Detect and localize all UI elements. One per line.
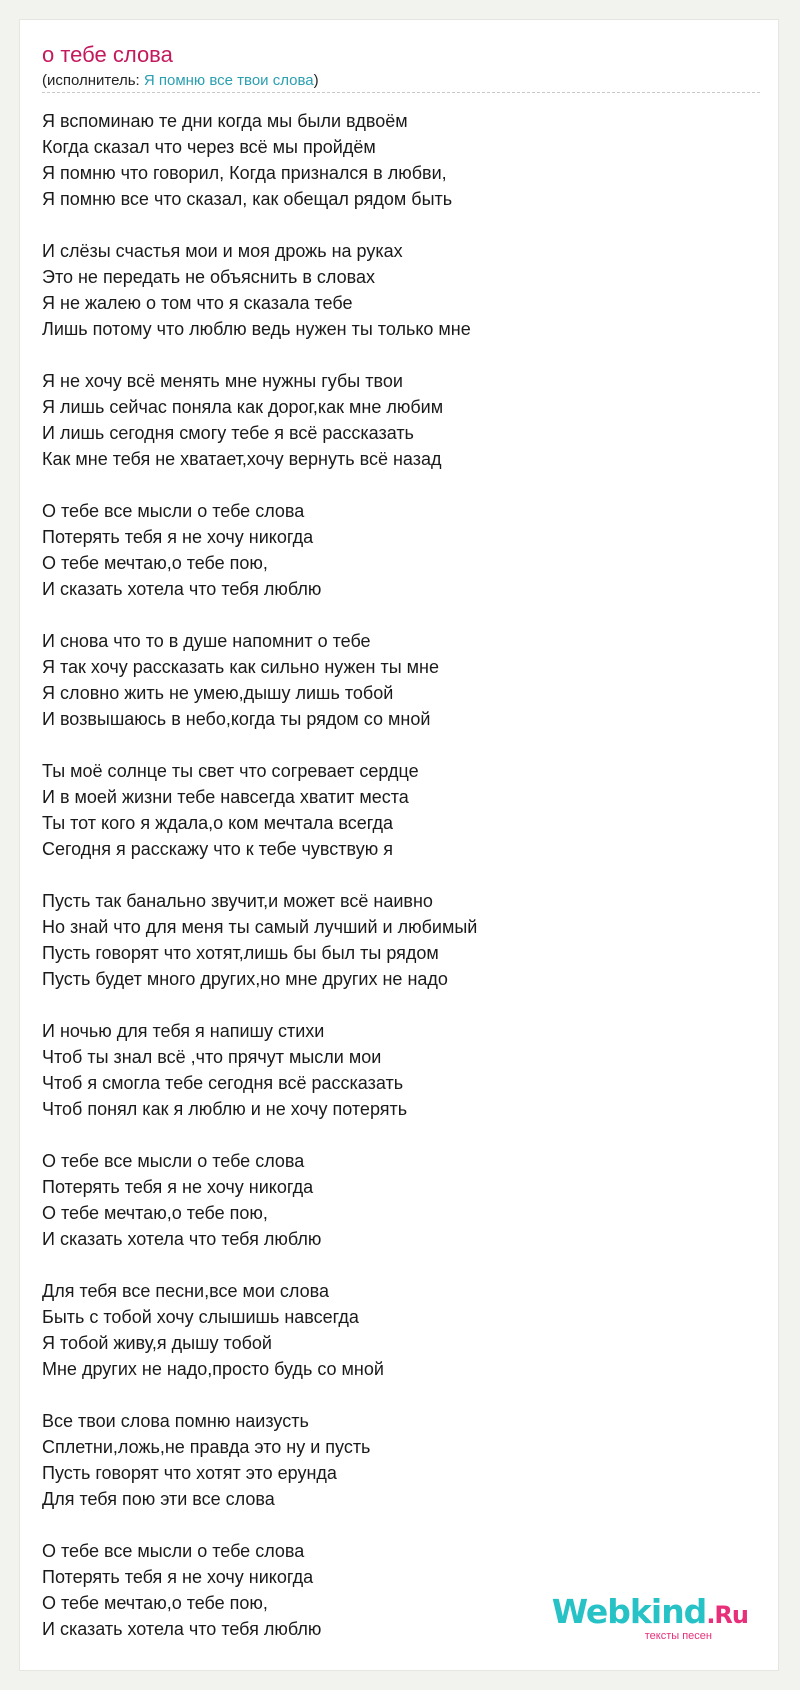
lyric-line: Как мне тебя не хватает,хочу вернуть всё назад	[42, 449, 442, 469]
lyric-stanza	[42, 1148, 762, 1252]
lyric-line: Для тебя все песни,все мои слова	[42, 1281, 329, 1301]
lyric-line: О тебе все мысли о тебе слова	[42, 1541, 305, 1561]
lyric-line: Я словно жить не умею,дышу лишь тобой	[42, 683, 394, 703]
logo-subtitle: тексты песен	[644, 1630, 712, 1642]
lyric-line: Чтоб я смогла тебе сегодня всё рассказать	[42, 1073, 404, 1093]
lyric-line: Мне других не надо,просто будь со мной	[42, 1359, 384, 1379]
lyric-line: И в моей жизни тебе навсегда хватит места	[42, 787, 409, 807]
lyric-line: Чтоб понял как я люблю и не хочу потерять	[42, 1099, 408, 1119]
lyric-stanza	[42, 1278, 762, 1382]
lyric-line: Это не передать не объяснить в словах	[42, 267, 376, 287]
lyric-line: Пусть говорят что хотят это ерунда	[42, 1463, 337, 1483]
lyric-stanza	[42, 108, 762, 212]
lyric-line: О тебе мечтаю,о тебе пою,	[42, 553, 268, 573]
lyric-line: Пусть так банально звучит,и может всё наивно	[42, 891, 433, 911]
lyric-line: Сегодня я расскажу что к тебе чувствую я	[42, 839, 393, 859]
lyric-line: О тебе мечтаю,о тебе пою,	[42, 1203, 268, 1223]
lyric-line: Ты тот кого я ждала,о ком мечтала всегда	[42, 813, 393, 833]
lyric-line: Я лишь сейчас поняла как дорог,как мне любим	[42, 397, 444, 417]
lyric-line: Быть с тобой хочу слышишь навсегда	[42, 1307, 359, 1327]
lyric-line: И сказать хотела что тебя люблю	[42, 1619, 322, 1639]
lyric-line: И возвышаюсь в небо,когда ты рядом со мной	[42, 709, 431, 729]
lyric-line: Но знай что для меня ты самый лучший и любимый	[42, 917, 478, 937]
lyric-line: Все твои слова помню наизусть	[42, 1411, 309, 1431]
lyric-stanza	[42, 1408, 762, 1512]
lyric-line: Ты моё солнце ты свет что согревает сердце	[42, 761, 419, 781]
lyric-line: Потерять тебя я не хочу никогда	[42, 527, 314, 547]
lyrics-body	[42, 108, 762, 1668]
lyric-line: И сказать хотела что тебя люблю	[42, 579, 322, 599]
lyric-line: Я так хочу рассказать как сильно нужен ты мне	[42, 657, 440, 677]
artist-prefix: (исполнитель:	[42, 72, 144, 89]
artist-link[interactable]: Я помню все твои слова	[143, 72, 314, 89]
logo-tld: .Ru	[706, 1601, 748, 1629]
lyric-line: И снова что то в душе напомнит о тебе	[42, 631, 371, 651]
lyric-line: Я помню что говорил, Когда признался в любви,	[42, 163, 447, 183]
lyric-line: Я тобой живу,я дышу тобой	[42, 1333, 272, 1353]
lyric-line: Потерять тебя я не хочу никогда	[42, 1567, 314, 1587]
lyric-stanza	[42, 758, 762, 862]
lyric-line: Я не жалею о том что я сказала тебе	[42, 293, 353, 313]
lyric-line: О тебе все мысли о тебе слова	[42, 1151, 305, 1171]
lyric-stanza	[42, 1018, 762, 1122]
lyric-line: Пусть говорят что хотят,лишь бы был ты рядом	[42, 943, 439, 963]
lyric-line: Пусть будет много других,но мне других не надо	[42, 969, 448, 989]
artist-line	[42, 72, 319, 90]
lyric-stanza	[42, 238, 762, 342]
lyric-line: О тебе все мысли о тебе слова	[42, 501, 305, 521]
lyric-stanza	[42, 368, 762, 472]
lyric-line: Лишь потому что люблю ведь нужен ты только мне	[42, 319, 471, 339]
lyric-line: Я помню все что сказал, как обещал рядом быть	[42, 189, 453, 209]
lyric-stanza	[42, 888, 762, 992]
song-title: о тебе слова	[42, 42, 173, 67]
lyric-line: Для тебя пою эти все слова	[42, 1489, 275, 1509]
logo-wordmark: Webkind	[551, 1592, 707, 1631]
lyric-line: И ночью для тебя я напишу стихи	[42, 1021, 325, 1041]
lyric-line: Я вспоминаю те дни когда мы были вдвоём	[42, 111, 408, 131]
lyric-line: И сказать хотела что тебя люблю	[42, 1229, 322, 1249]
lyric-stanza	[42, 628, 762, 732]
dashed-divider	[42, 92, 760, 93]
lyrics-card	[20, 20, 778, 1670]
lyric-line: Потерять тебя я не хочу никогда	[42, 1177, 314, 1197]
artist-suffix: )	[313, 72, 319, 89]
lyric-line: Я не хочу всё менять мне нужны губы твои	[42, 371, 403, 391]
lyric-line: Чтоб ты знал всё ,что прячут мысли мои	[42, 1047, 382, 1067]
lyric-line: Сплетни,ложь,не правда это ну и пусть	[42, 1437, 371, 1457]
lyric-stanza	[42, 498, 762, 602]
site-logo[interactable]	[551, 1592, 748, 1642]
lyric-line: Когда сказал что через всё мы пройдём	[42, 137, 376, 157]
lyric-line: О тебе мечтаю,о тебе пою,	[42, 1593, 268, 1613]
lyric-line: И слёзы счастья мои и моя дрожь на руках	[42, 241, 403, 261]
lyric-line: И лишь сегодня смогу тебе я всё рассказать	[42, 423, 414, 443]
